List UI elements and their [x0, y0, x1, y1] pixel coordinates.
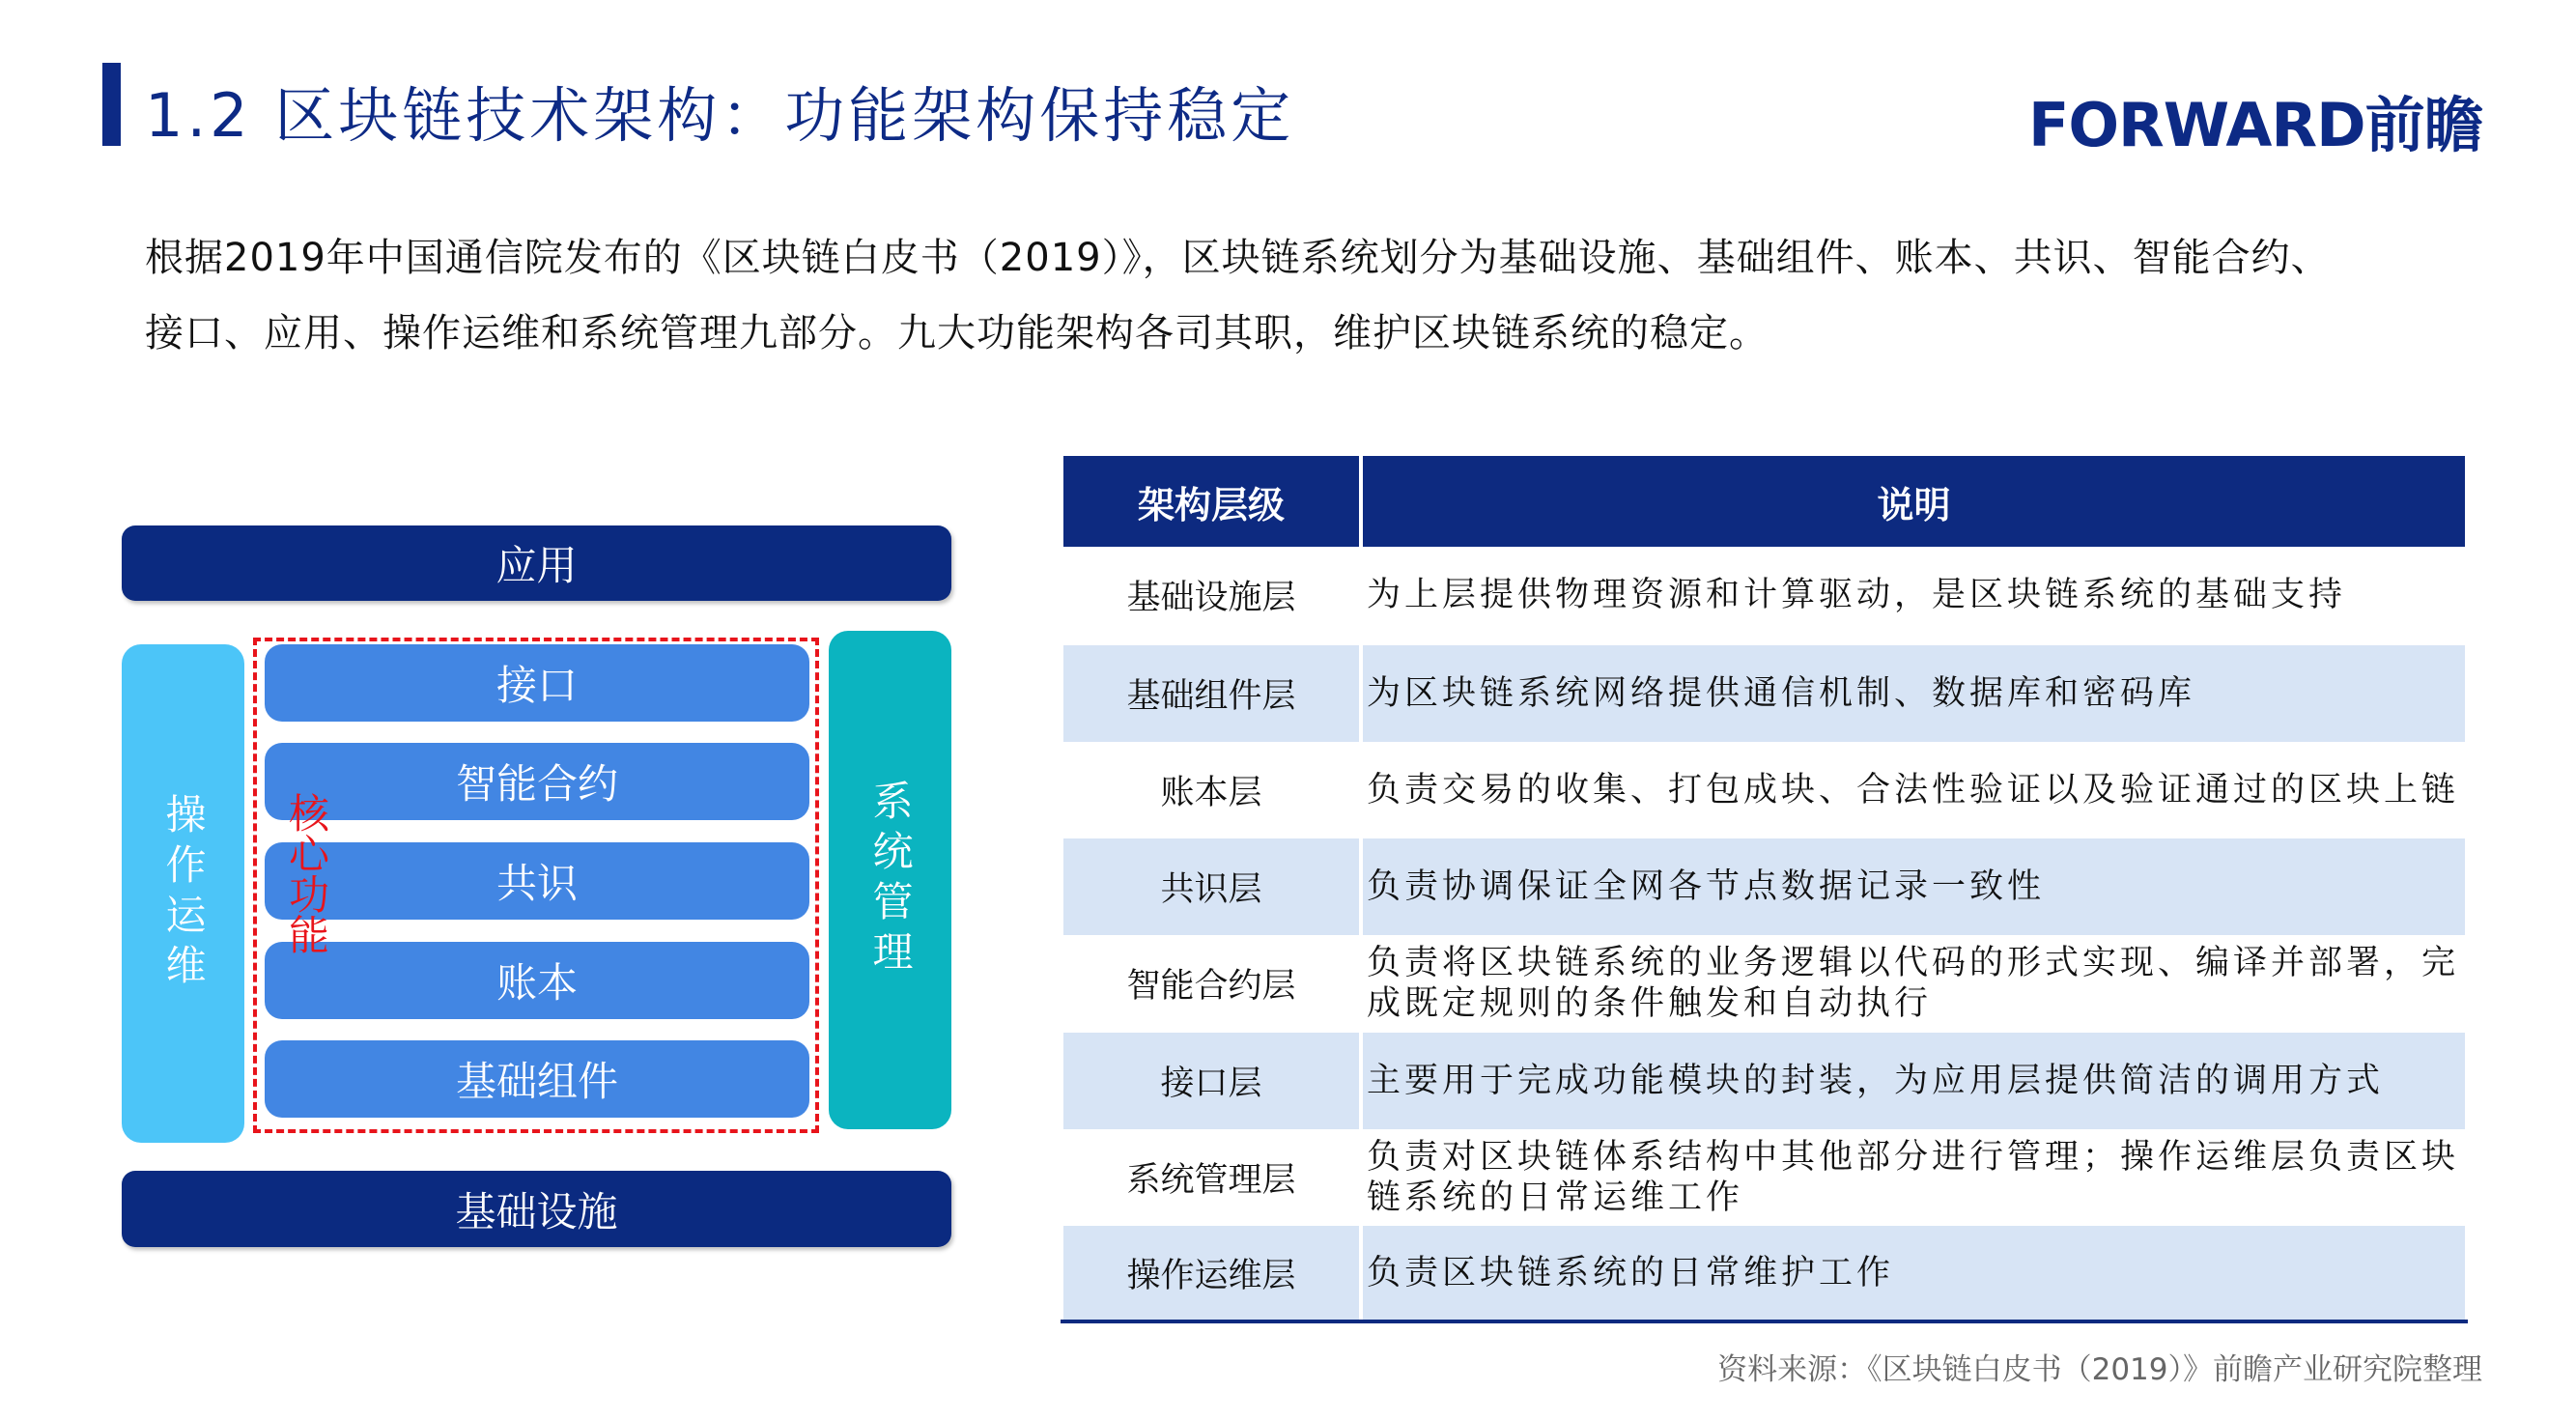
cell-desc: 负责协调保证全网各节点数据记录一致性 [1367, 867, 2046, 906]
table-row [1063, 547, 2465, 643]
cell-desc: 负责交易的收集、打包成块、合法性验证以及验证通过的区块上链 [1367, 771, 2460, 809]
table-header-desc: 说明 [1363, 456, 2465, 547]
cell-desc: 为区块链系统网络提供通信机制、数据库和密码库 [1367, 674, 2196, 713]
layer-ledger: 账本 [265, 942, 809, 1019]
layer-consensus: 共识 [265, 842, 809, 920]
layer-application: 应用 [122, 525, 951, 601]
table-header-layer: 架构层级 [1063, 456, 1359, 547]
table-row [1063, 838, 2465, 935]
cell-layer: 系统管理层 [1126, 1161, 1296, 1200]
layer-infrastructure: 基础设施 [122, 1171, 951, 1247]
cell-layer: 账本层 [1160, 774, 1262, 812]
forward-logo: FORWARD前瞻 [2028, 90, 2483, 160]
table-row [1063, 1226, 2465, 1321]
source-note: 资料来源：《区块链白皮书（2019）》前瞻产业研究院整理 [1717, 1352, 2482, 1387]
layer-operations: 操作运维 [122, 644, 244, 1143]
table-row [1063, 935, 2465, 1032]
cell-desc: 主要用于完成功能模块的封装，为应用层提供简洁的调用方式 [1367, 1062, 2385, 1100]
table-bottom-rule [1061, 1320, 2468, 1323]
intro-paragraph: 根据2019年中国通信院发布的《区块链白皮书（2019）》，区块链系统划分为基础设施、基础组件、账本、共识、智能合约、 接口、应用、操作运维和系统管理九部分。九大功能架构各司其职，维护区块链系统的稳定。 [145, 236, 2331, 355]
layer-system-management: 系统管理 [829, 631, 951, 1129]
title-accent-bar [102, 63, 121, 146]
cell-layer: 共识层 [1160, 870, 1262, 909]
table-row [1063, 1129, 2465, 1226]
cell-layer: 智能合约层 [1126, 967, 1296, 1006]
table-row [1063, 742, 2465, 838]
cell-desc: 为上层提供物理资源和计算驱动，是区块链系统的基础支持 [1367, 576, 2347, 614]
cell-layer: 接口层 [1160, 1065, 1262, 1103]
page-title: 1.2 区块链技术架构：功能架构保持稳定 [145, 80, 1295, 151]
table-row [1063, 1033, 2465, 1129]
layer-smart-contract: 智能合约 [265, 743, 809, 820]
core-function-label: 核心功能 [283, 792, 330, 954]
cell-desc: 负责对区块链体系结构中其他部分进行管理；操作运维层负责区块 链系统的日常运维工作 [1367, 1138, 2460, 1217]
table-row [1063, 645, 2465, 742]
cell-desc: 负责区块链系统的日常维护工作 [1367, 1254, 1895, 1292]
cell-layer: 基础组件层 [1126, 677, 1296, 716]
cell-desc: 负责将区块链系统的业务逻辑以代码的形式实现、编译并部署，完 成既定规则的条件触发和自动执行 [1367, 944, 2460, 1023]
cell-layer: 基础设施层 [1126, 579, 1296, 617]
layer-basic-components: 基础组件 [265, 1040, 809, 1118]
layer-interface: 接口 [265, 644, 809, 722]
cell-layer: 操作运维层 [1126, 1257, 1296, 1295]
